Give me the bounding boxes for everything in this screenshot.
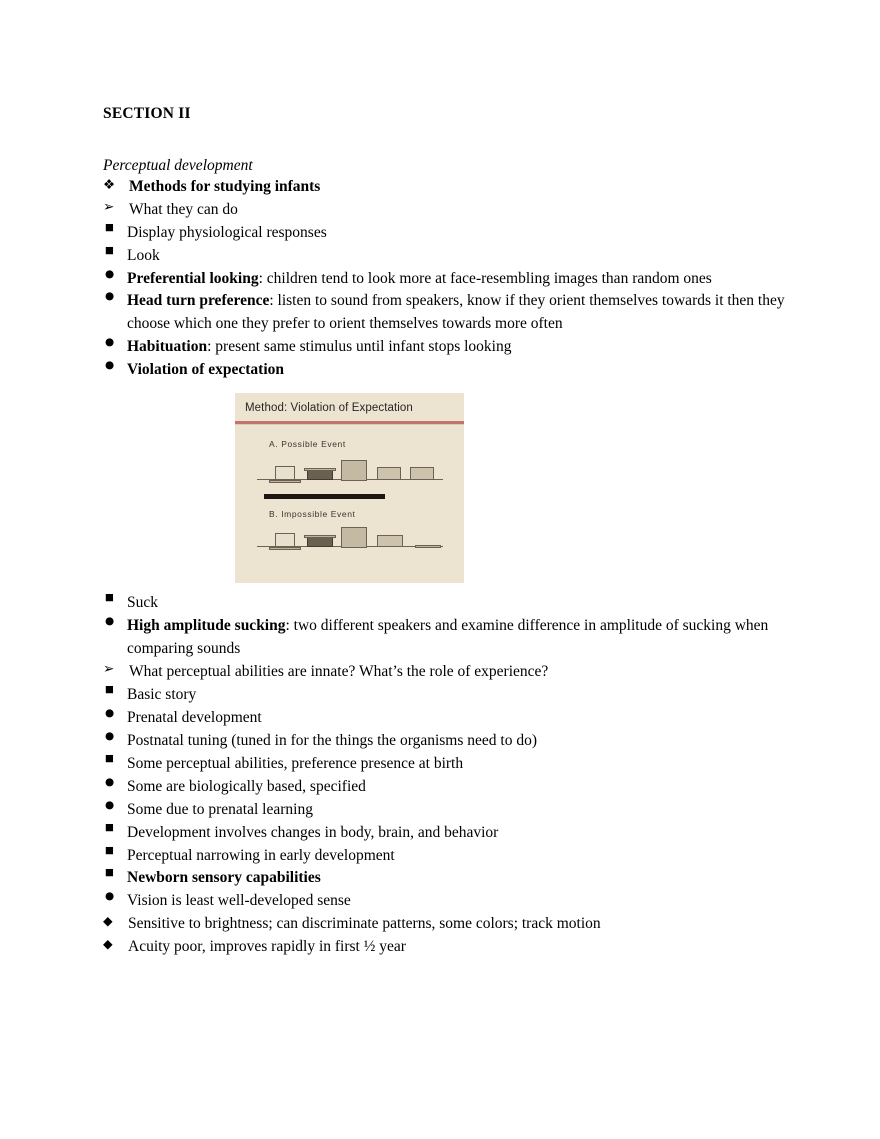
square-bullet-icon: ■	[105, 821, 114, 833]
outline-item-label	[127, 268, 793, 291]
scene-shape-base	[269, 547, 301, 550]
outline-item-basic-story	[103, 684, 793, 753]
outline-item-label: What they can do	[129, 200, 238, 218]
outline-item-sensitive-brightness	[103, 913, 793, 936]
outline-item-label: Suck	[127, 594, 158, 612]
disc-bullet-icon: ●	[105, 359, 115, 372]
square-bullet-icon: ■	[105, 752, 114, 764]
scene-shape-dark-box	[307, 537, 333, 547]
outline-item-suck	[103, 592, 793, 661]
outline-item-label: Acuity poor, improves rapidly in first ½ year	[128, 938, 406, 956]
figure-divider-bar	[264, 494, 385, 499]
outline-item-label: Some perceptual abilities, preference presence at birth	[127, 754, 464, 772]
term-description: : present same stimulus until infant stops looking	[207, 338, 512, 356]
disc-bullet-icon: ●	[105, 798, 115, 811]
square-bullet-icon: ■	[105, 867, 114, 879]
square-bullet-icon: ■	[105, 592, 114, 604]
term-label: High amplitude sucking	[127, 617, 286, 635]
outline-sublist	[103, 913, 793, 959]
scene-shape-box-3	[377, 467, 401, 480]
scene-shape-big-box	[341, 527, 367, 548]
outline-item-label: Postnatal tuning (tuned in for the things the organisms need to do)	[127, 731, 537, 749]
figure-container	[103, 393, 793, 583]
outline-item-label: Methods for studying infants	[129, 177, 321, 195]
document-subtitle: Perceptual development	[103, 157, 253, 175]
term-description: : two different speakers and examine difference in amplitude of sucking when comparing sounds	[127, 617, 769, 658]
outline-item-vision-least-developed	[103, 890, 793, 959]
outline-item-label: Display physiological responses	[127, 223, 327, 241]
outline-item-label: Perceptual narrowing in early development	[127, 846, 395, 864]
term-label: Head turn preference	[127, 292, 270, 310]
outline-sublist	[103, 199, 793, 960]
arrow-bullet-icon: ➢	[103, 661, 115, 677]
disc-bullet-icon: ●	[105, 775, 115, 788]
outline-sublist	[103, 268, 793, 584]
outline-item-head-turn-preference	[103, 290, 793, 336]
outline-item-label: Prenatal development	[127, 708, 262, 726]
outline-item-what-they-can-do	[103, 199, 793, 661]
outline-item-prenatal-learning	[103, 799, 793, 822]
outline-sublist	[103, 890, 793, 959]
outline-item-violation-of-expectation	[103, 359, 793, 583]
scene-shape-dark-box	[307, 470, 333, 480]
square-bullet-icon: ■	[105, 683, 114, 695]
outline-item-label: Some are biologically based, specified	[127, 777, 366, 795]
outline-item-label: Look	[127, 246, 160, 264]
disc-bullet-icon: ●	[105, 706, 115, 719]
outline-item-label	[127, 615, 793, 661]
outline-item-label: Development involves changes in body, brain, and behavior	[127, 823, 499, 841]
figure-title: Method: Violation of Expectation	[245, 402, 413, 415]
outline-sublist	[103, 707, 793, 753]
outline-item-label: What perceptual abilities are innate? What’s the role of experience?	[129, 663, 549, 680]
scene-shape-dark-lid	[304, 468, 336, 471]
disc-bullet-icon: ●	[105, 267, 115, 280]
outline-item-high-amplitude-sucking	[103, 615, 793, 661]
outline-item-display-physiological	[103, 222, 793, 245]
scene-shape-box-3	[377, 535, 403, 547]
outline-item-label: Basic story	[127, 685, 197, 703]
scene-shape-big-box	[341, 460, 367, 481]
term-description: : children tend to look more at face-resembling images than random ones	[258, 269, 712, 287]
outline-list	[103, 176, 793, 959]
disc-bullet-icon: ●	[105, 890, 115, 903]
term-label: Preferential looking	[127, 269, 259, 287]
document-content	[103, 104, 793, 959]
scene-shape-dark-lid	[304, 535, 336, 538]
outline-item-innate-question	[103, 661, 793, 959]
outline-item-label: Sensitive to brightness; can discriminate patterns, some colors; track motion	[128, 915, 601, 933]
outline-item-label: Newborn sensory capabilities	[127, 869, 321, 887]
arrow-bullet-icon: ➢	[103, 198, 115, 215]
violation-of-expectation-figure	[235, 393, 464, 583]
outline-item-label	[127, 290, 793, 336]
outline-item-newborn-sensory	[103, 867, 793, 959]
outline-item-label: Vision is least well-developed sense	[127, 892, 351, 910]
figure-rule-shadow	[235, 424, 464, 425]
diamond-bullet-icon: ❖	[103, 176, 116, 193]
diamond-solid-bullet-icon: ◆	[103, 936, 113, 952]
outline-sublist	[103, 222, 793, 661]
disc-bullet-icon: ●	[105, 336, 115, 349]
outline-item-look	[103, 245, 793, 584]
outline-item-label: Violation of expectation	[127, 361, 284, 379]
outline-item-some-perceptual-abilities	[103, 753, 793, 822]
square-bullet-icon: ■	[105, 844, 114, 856]
term-description: : listen to sound from speakers, know if they orient themselves towards it then they choose which one they prefer to orient themselves towards more often	[127, 292, 785, 333]
outline-item-preferential-looking	[103, 268, 793, 291]
outline-item-development-involves	[103, 822, 793, 845]
outline-item-biologically-based	[103, 776, 793, 799]
outline-item-habituation	[103, 336, 793, 359]
square-bullet-icon: ■	[105, 221, 114, 233]
scene-shape-screen	[275, 533, 295, 547]
diamond-solid-bullet-icon: ◆	[103, 913, 113, 929]
disc-bullet-icon: ●	[105, 290, 115, 303]
outline-sublist	[103, 684, 793, 959]
scene-shape-box-4	[410, 467, 434, 480]
outline-item-label: Some due to prenatal learning	[127, 800, 313, 818]
page-title: SECTION II	[103, 105, 191, 122]
outline-item-methods	[103, 176, 793, 959]
figure-scene-possible-event	[257, 459, 447, 487]
outline-item-prenatal-development	[103, 707, 793, 730]
figure-scene-impossible-event	[257, 526, 447, 554]
outline-item-acuity-poor	[103, 936, 793, 959]
figure-label-possible-event: A. Possible Event	[269, 439, 346, 450]
term-label: Habituation	[127, 338, 208, 356]
square-bullet-icon: ■	[105, 244, 114, 256]
outline-item-perceptual-narrowing	[103, 845, 793, 868]
scene-shape-screen	[275, 466, 295, 480]
outline-item-label	[127, 336, 793, 359]
scene-shape-base	[269, 480, 301, 483]
outline-item-postnatal-tuning	[103, 730, 793, 753]
outline-sublist	[103, 776, 793, 822]
scene-shape-flat-end	[415, 545, 441, 548]
disc-bullet-icon: ●	[105, 615, 115, 628]
figure-label-impossible-event: B. Impossible Event	[269, 509, 356, 520]
disc-bullet-icon: ●	[105, 729, 115, 742]
outline-sublist	[103, 615, 793, 661]
